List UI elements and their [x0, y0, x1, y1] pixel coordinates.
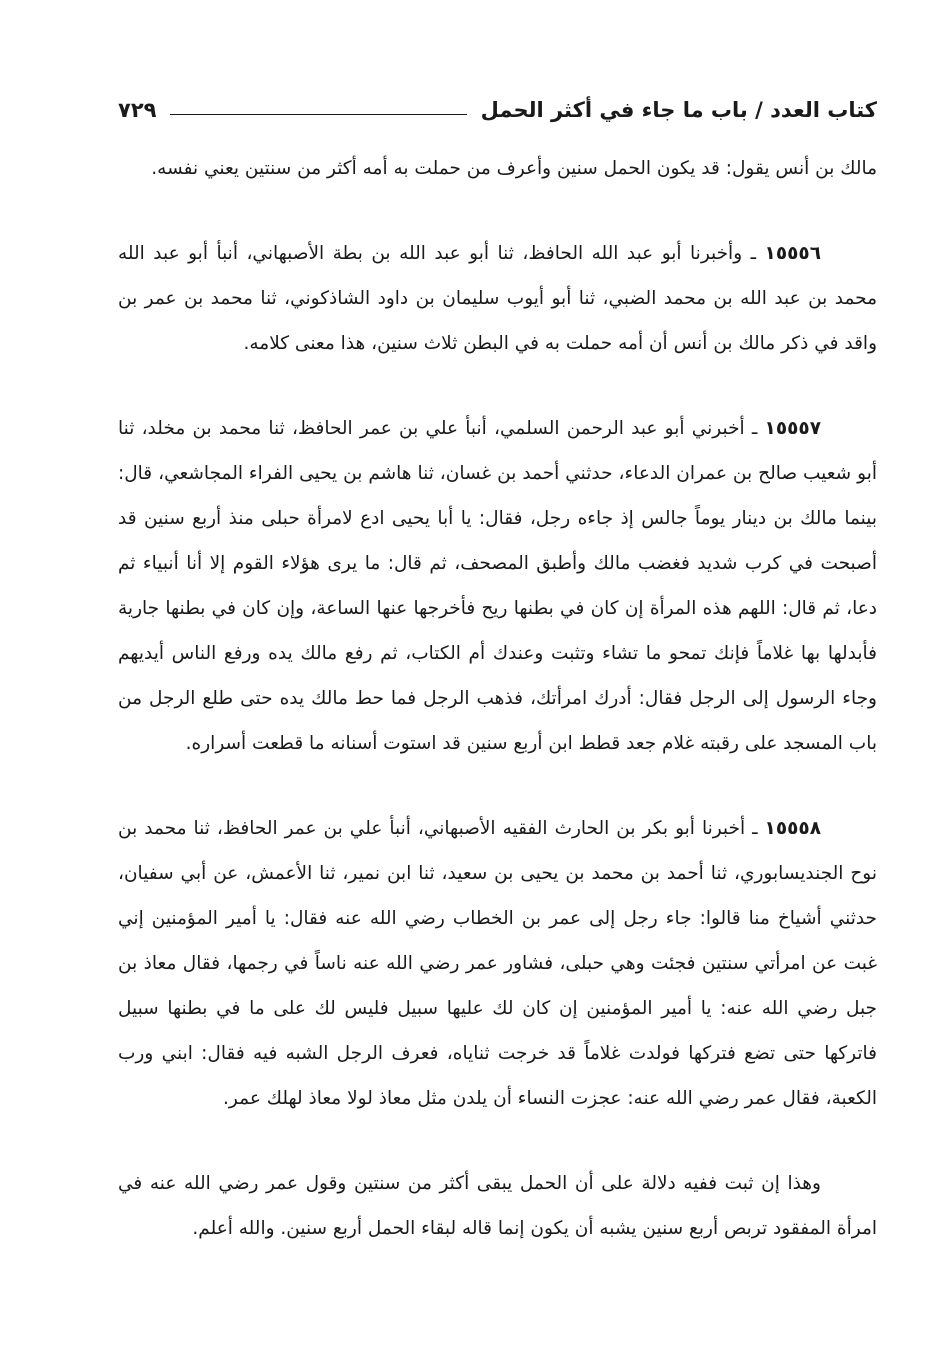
main-text — [118, 146, 877, 1251]
hadith-number: ١٥٥٥٨ — [764, 818, 821, 839]
page-number: ٧٢٩ — [118, 98, 157, 122]
hadith-15557 — [118, 406, 877, 766]
hadith-15556 — [118, 231, 877, 366]
header-rule — [170, 114, 466, 115]
running-title: كتاب العدد / باب ما جاء في أكثر الحمل — [480, 98, 877, 122]
hadith-number: ١٥٥٥٧ — [764, 418, 821, 439]
paragraph-text: ـ أخبرنا أبو بكر بن الحارث الفقيه الأصبهاني، أنبأ علي بن عمر الحافظ، ثنا محمد بن نوح الجنديسابوري، ثنا أحمد بن محمد بن يحيى بن سعيد، ثنا ابن نمير، ثنا الأعمش، عن أبي سفيان، حدثني أشياخ منا قالوا: جاء رجل إلى عمر بن الخطاب رضي الله عنه فقال: يا أمير المؤمنين إني غبت عن امرأتي سنتين فجئت وهي حبلى، فشاور عمر رضي الله عنه ناساً في رجمها، فقال معاذ بن جبل رضي الله عنه: يا أمير المؤمنين إن كان لك عليها سبيل فليس لك على ما في بطنها سبيل فاتركها حتى تضع فتركها فولدت غلاماً قد خرجت ثناياه، فعرف الرجل الشبه فيه فقال: ابني ورب الكعبة، فقال عمر رضي الله عنه: عجزت النساء أن يلدن مثل معاذ لولا معاذ لهلك عمر. — [118, 818, 877, 1109]
paragraph-text: ـ وأخبرنا أبو عبد الله الحافظ، ثنا أبو عبد الله بن بطة الأصبهاني، أنبأ أبو عبد الله محمد بن عبد الله بن محمد الضبي، ثنا أبو أيوب سليمان بن داود الشاذكوني، ثنا محمد بن عمر بن واقد في ذكر مالك بن أنس أن أمه حملت به في البطن ثلاث سنين، هذا معنى كلامه. — [118, 243, 877, 354]
paragraph-text: وهذا إن ثبت ففيه دلالة على أن الحمل يبقى أكثر من سنتين وقول عمر رضي الله عنه في امرأة المفقود تربص أربع سنين يشبه أن يكون إنما قاله لبقاء الحمل أربع سنين. والله أعلم. — [118, 1173, 877, 1239]
paragraph-text: ـ أخبرني أبو عبد الرحمن السلمي، أنبأ علي بن عمر الحافظ، ثنا محمد بن مخلد، ثنا أبو شعيب صالح بن عمران الدعاء، حدثني أحمد بن غسان، ثنا هاشم بن يحيى الفراء المجاشعي، قال: بينما مالك بن دينار يوماً جالس إذ جاءه رجل، فقال: يا أبا يحيى ادع لامرأة حبلى منذ أربع سنين قد أصبحت في كرب شديد فغضب مالك وأطبق المصحف، ثم قال: ما يرى هؤلاء القوم إلا أنا أنبياء ثم دعا، ثم قال: اللهم هذه المرأة إن كان في بطنها ريح فأخرجها عنها الساعة، وإن كان في بطنها جارية فأبدلها بها غلاماً فإنك تمحو ما تشاء وتثبت وعندك أم الكتاب، ثم رفع مالك يده ورفع الناس أيديهم وجاء الرسول إلى الرجل فقال: أدرك امرأتك، فذهب الرجل فما حط مالك يده حتى طلع الرجل من باب المسجد على رقبته غلام جعد قطط ابن أربع سنين قد استوت أسنانه ما قطعت أسراره. — [118, 418, 877, 754]
hadith-15558 — [118, 806, 877, 1121]
paragraph-continuation — [118, 146, 877, 191]
closing-commentary — [118, 1161, 877, 1251]
hadith-number: ١٥٥٥٦ — [764, 243, 821, 264]
page-header — [118, 92, 877, 128]
paragraph-text: مالك بن أنس يقول: قد يكون الحمل سنين وأعرف من حملت به أمه أكثر من سنتين يعني نفسه. — [151, 158, 877, 179]
